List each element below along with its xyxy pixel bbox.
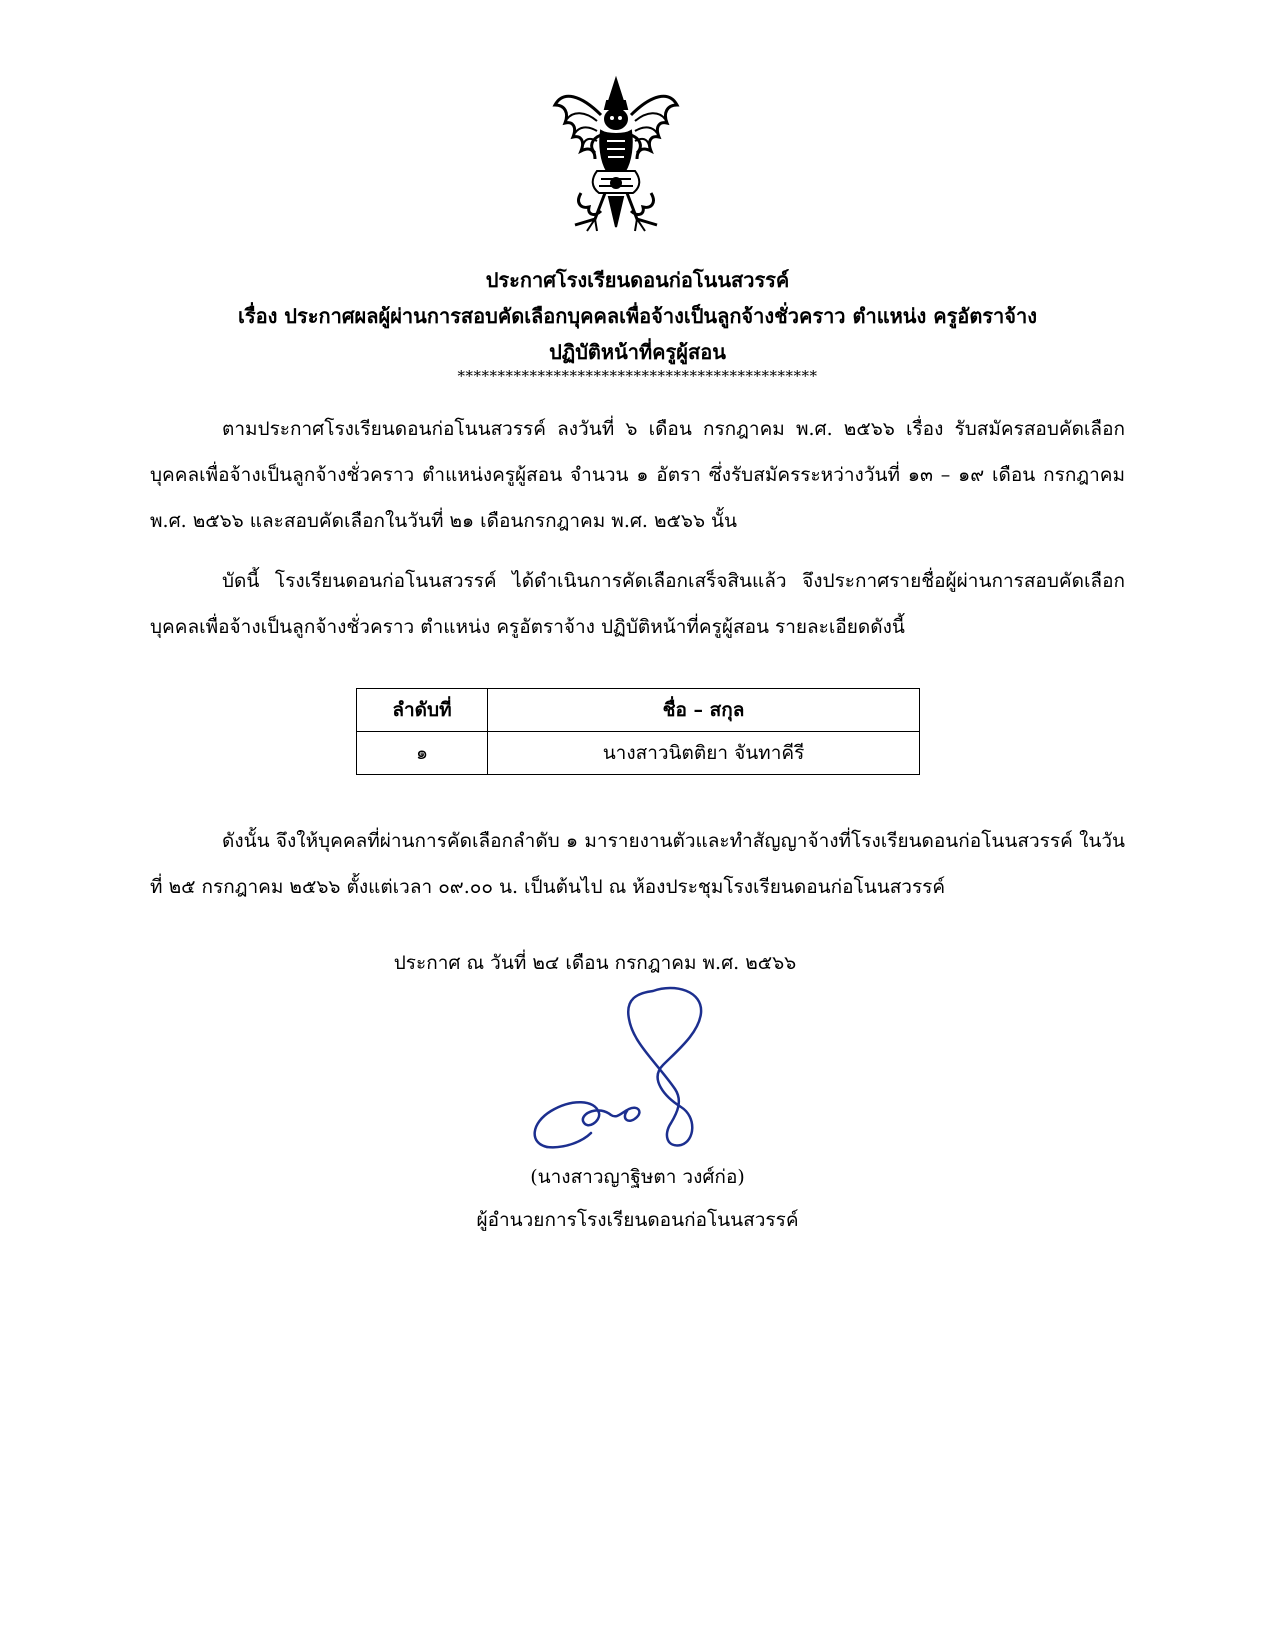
paragraph-intro-text: ตามประกาศโรงเรียนดอนก่อโนนสวรรค์ ลงวันที่ ๖ เดือน กรกฎาคม พ.ศ. ๒๕๖๖ เรื่อง รับสมัครสอบคัดเลือกบุคคลเพื่อจ้างเป็นลูกจ้างชั่วคราว ตำแหน่งครูผู้สอน จำนวน ๑ อัตรา ซึ่งรับสมัครระหว่างวันที่ ๑๓ – ๑๙ เดือน กรกฎาคม พ.ศ. ๒๕๖๖ และสอบคัดเลือกในวันที่ ๒๑ เดือนกรกฎาคม พ.ศ. ๒๕๖๖ นั้น — [150, 418, 1125, 532]
table-row — [357, 732, 920, 775]
signature-mark — [525, 985, 735, 1160]
cell-order: ๑ — [357, 732, 488, 775]
signer-name: (นางสาวญาฐิษตา วงศ์ก่อ) — [530, 1166, 745, 1188]
paragraph-instruction — [150, 818, 1125, 910]
header-subject-cont: ปฏิบัติหน้าที่ครูผู้สอน — [549, 340, 726, 364]
separator-stars: ********************************************* — [457, 367, 818, 385]
announce-date: ประกาศ ณ วันที่ ๒๔ เดือน กรกฎาคม พ.ศ. ๒๕๖๖ — [393, 952, 797, 974]
table-header-row — [357, 689, 920, 732]
paragraph-result-text: บัดนี้ โรงเรียนดอนก่อโนนสวรรค์ ได้ดำเนินการคัดเลือกเสร็จสินแล้ว จึงประกาศรายชื่อผู้ผ่านการสอบคัดเลือกบุคคลเพื่อจ้างเป็นลูกจ้างชั่วคราว ตำแหน่ง ครูอัตราจ้าง ปฏิบัติหน้าที่ครูผู้สอน รายละเอียดดังนี้ — [150, 570, 1125, 638]
garuda-emblem-icon — [551, 75, 681, 235]
signer-title: ผู้อำนวยการโรงเรียนดอนก่อโนนสวรรค์ — [476, 1209, 799, 1231]
cell-name: นางสาวนิตติยา จันทาคีรี — [488, 732, 920, 775]
header-title: ประกาศโรงเรียนดอนก่อโนนสวรรค์ — [485, 268, 790, 292]
paragraph-instruction-text: ดังนั้น จึงให้บุคคลที่ผ่านการคัดเลือกลำดับ ๑ มารายงานตัวและทำสัญญาจ้างที่โรงเรียนดอนก่อโนนสวรรค์ ในวันที่ ๒๕ กรกฎาคม ๒๕๖๖ ตั้งแต่เวลา ๐๙.๐๐ น. เป็นต้นไป ณ ห้องประชุมโรงเรียนดอนก่อโนนสวรรค์ — [150, 830, 1125, 898]
header-subject: เรื่อง ประกาศผลผู้ผ่านการสอบคัดเลือกบุคคลเพื่อจ้างเป็นลูกจ้างชั่วคราว ตำแหน่ง ครูอัตราจ้าง — [237, 304, 1037, 328]
column-header-order: ลำดับที่ — [357, 689, 488, 732]
paragraph-intro — [150, 406, 1125, 544]
announcement-header — [0, 262, 1275, 370]
result-table — [356, 688, 920, 775]
paragraph-result — [150, 558, 1125, 650]
column-header-name: ชื่อ – สกุล — [488, 689, 920, 732]
